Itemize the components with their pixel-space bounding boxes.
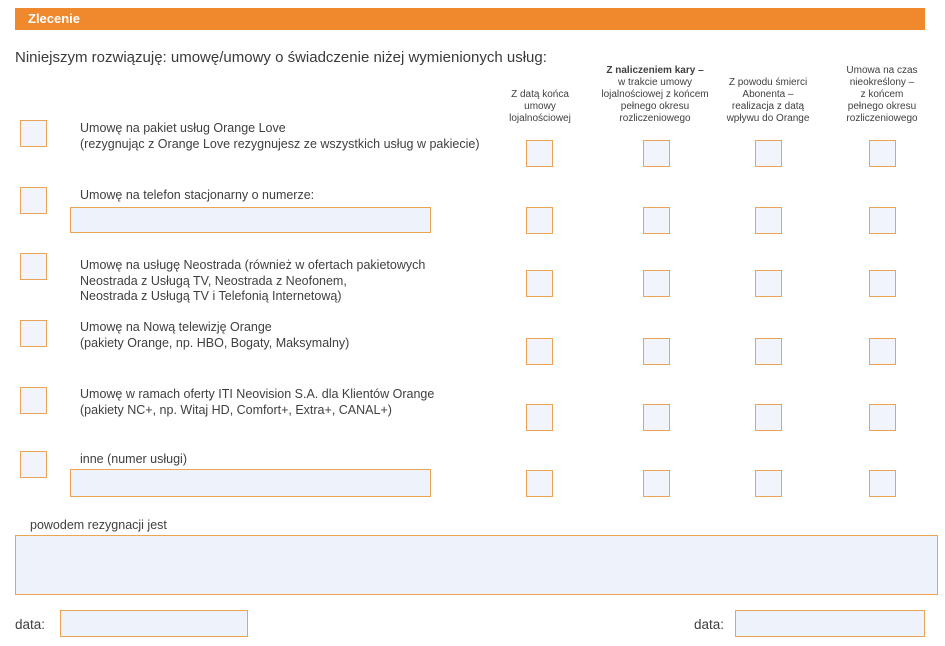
service-4-option-4-checkbox[interactable] <box>869 338 896 365</box>
service-label-line: inne (numer usługi) <box>80 452 187 466</box>
service-label-line: Neostrada z Usługą TV, Neostrada z Neofonem, <box>80 273 347 288</box>
service-label-line: (pakiety NC+, np. Witaj HD, Comfort+, Extra+, CANAL+) <box>80 402 392 417</box>
service-label-line: Neostrada z Usługą TV i Telefonią Internetową) <box>80 289 342 303</box>
service-6-option-2-checkbox[interactable] <box>643 470 670 497</box>
service-6-select-checkbox[interactable] <box>20 451 47 478</box>
column-header-line: pełnego okresu <box>620 101 690 112</box>
column-header-line: nieokreślony – <box>849 77 915 88</box>
service-2-option-2-checkbox[interactable] <box>643 207 670 234</box>
column-header-line: w trakcie umowy <box>618 77 692 88</box>
service-1-option-4-checkbox[interactable] <box>869 140 896 167</box>
service-2-option-4-checkbox[interactable] <box>869 207 896 234</box>
service-1-option-3-checkbox[interactable] <box>755 140 782 167</box>
service-3-select-checkbox[interactable] <box>20 253 47 280</box>
service-3-option-4-checkbox[interactable] <box>869 270 896 297</box>
service-label-line: Umowę na Nową telewizję Orange <box>80 320 272 334</box>
column-header-line: pełnego okresu <box>847 101 917 112</box>
service-4-select-checkbox[interactable] <box>20 320 47 347</box>
service-6-option-3-checkbox[interactable] <box>755 470 782 497</box>
column-header-line: Abonenta – <box>742 89 794 100</box>
service-label-line: Umowę w ramach oferty ITI Neovision S.A. dla Klientów Orange <box>80 387 435 401</box>
date-left-label: data: <box>15 617 46 632</box>
column-header-line: lojalnościowej <box>509 113 571 124</box>
service-4-option-2-checkbox[interactable] <box>643 338 670 365</box>
other-service-number-input[interactable] <box>70 469 431 497</box>
date-right-input[interactable] <box>735 610 925 637</box>
service-6-option-1-checkbox[interactable] <box>526 470 553 497</box>
service-3-option-2-checkbox[interactable] <box>643 270 670 297</box>
column-header-line: realizacja z datą <box>731 101 805 112</box>
service-3-label <box>80 258 425 305</box>
service-3-option-3-checkbox[interactable] <box>755 270 782 297</box>
service-2-select-checkbox[interactable] <box>20 187 47 214</box>
section-title: Zlecenie <box>28 11 81 26</box>
landline-number-input[interactable] <box>70 207 431 233</box>
date-right-label: data: <box>694 617 725 632</box>
column-header-line: z końcem <box>860 89 904 100</box>
column-header-with-penalty <box>590 65 720 125</box>
column-header-line-bold: Z naliczeniem kary – <box>606 65 704 76</box>
service-5-select-checkbox[interactable] <box>20 387 47 414</box>
section-header-bar <box>15 8 925 30</box>
column-header-indefinite-contract <box>817 65 945 125</box>
date-left-input[interactable] <box>60 610 248 637</box>
column-header-line: Z powodu śmierci <box>728 77 808 88</box>
intro-text: Niniejszym rozwiązuję: umowę/umowy o świadczenie niżej wymienionych usług: <box>15 49 547 66</box>
service-5-option-2-checkbox[interactable] <box>643 404 670 431</box>
resignation-reason-label: powodem rezygnacji jest <box>30 518 167 532</box>
service-1-option-2-checkbox[interactable] <box>643 140 670 167</box>
service-4-label <box>80 320 349 351</box>
service-5-option-1-checkbox[interactable] <box>526 404 553 431</box>
column-header-line: Umowa na czas <box>846 65 918 76</box>
service-5-label <box>80 387 434 418</box>
column-header-line: rozliczeniowego <box>846 113 918 124</box>
column-header-line: lojalnościowej z końcem <box>601 89 709 100</box>
column-header-line: Z datą końca <box>511 89 569 100</box>
service-1-select-checkbox[interactable] <box>20 120 47 147</box>
service-4-option-1-checkbox[interactable] <box>526 338 553 365</box>
column-header-end-of-loyalty <box>475 89 605 125</box>
column-header-line: wpływu do Orange <box>726 113 810 124</box>
service-2-option-1-checkbox[interactable] <box>526 207 553 234</box>
service-label-line: Umowę na pakiet usług Orange Love <box>80 121 286 135</box>
service-label-line: Umowę na usługę Neostrada (również w ofertach pakietowych <box>80 258 426 272</box>
service-4-option-3-checkbox[interactable] <box>755 338 782 365</box>
column-header-line: umowy <box>524 101 556 112</box>
column-header-subscriber-death <box>703 77 833 125</box>
service-2-label <box>80 188 314 204</box>
service-1-label <box>80 121 479 152</box>
service-5-option-3-checkbox[interactable] <box>755 404 782 431</box>
service-5-option-4-checkbox[interactable] <box>869 404 896 431</box>
service-label-line: (rezygnując z Orange Love rezygnujesz ze wszystkich usług w pakiecie) <box>80 136 480 151</box>
resignation-reason-textarea[interactable] <box>15 535 938 595</box>
service-label-line: Umowę na telefon stacjonarny o numerze: <box>80 188 315 202</box>
column-header-line: rozliczeniowego <box>619 113 691 124</box>
service-6-label <box>80 452 187 468</box>
service-3-option-1-checkbox[interactable] <box>526 270 553 297</box>
service-6-option-4-checkbox[interactable] <box>869 470 896 497</box>
service-label-line: (pakiety Orange, np. HBO, Bogaty, Maksymalny) <box>80 335 350 350</box>
service-2-option-3-checkbox[interactable] <box>755 207 782 234</box>
service-1-option-1-checkbox[interactable] <box>526 140 553 167</box>
